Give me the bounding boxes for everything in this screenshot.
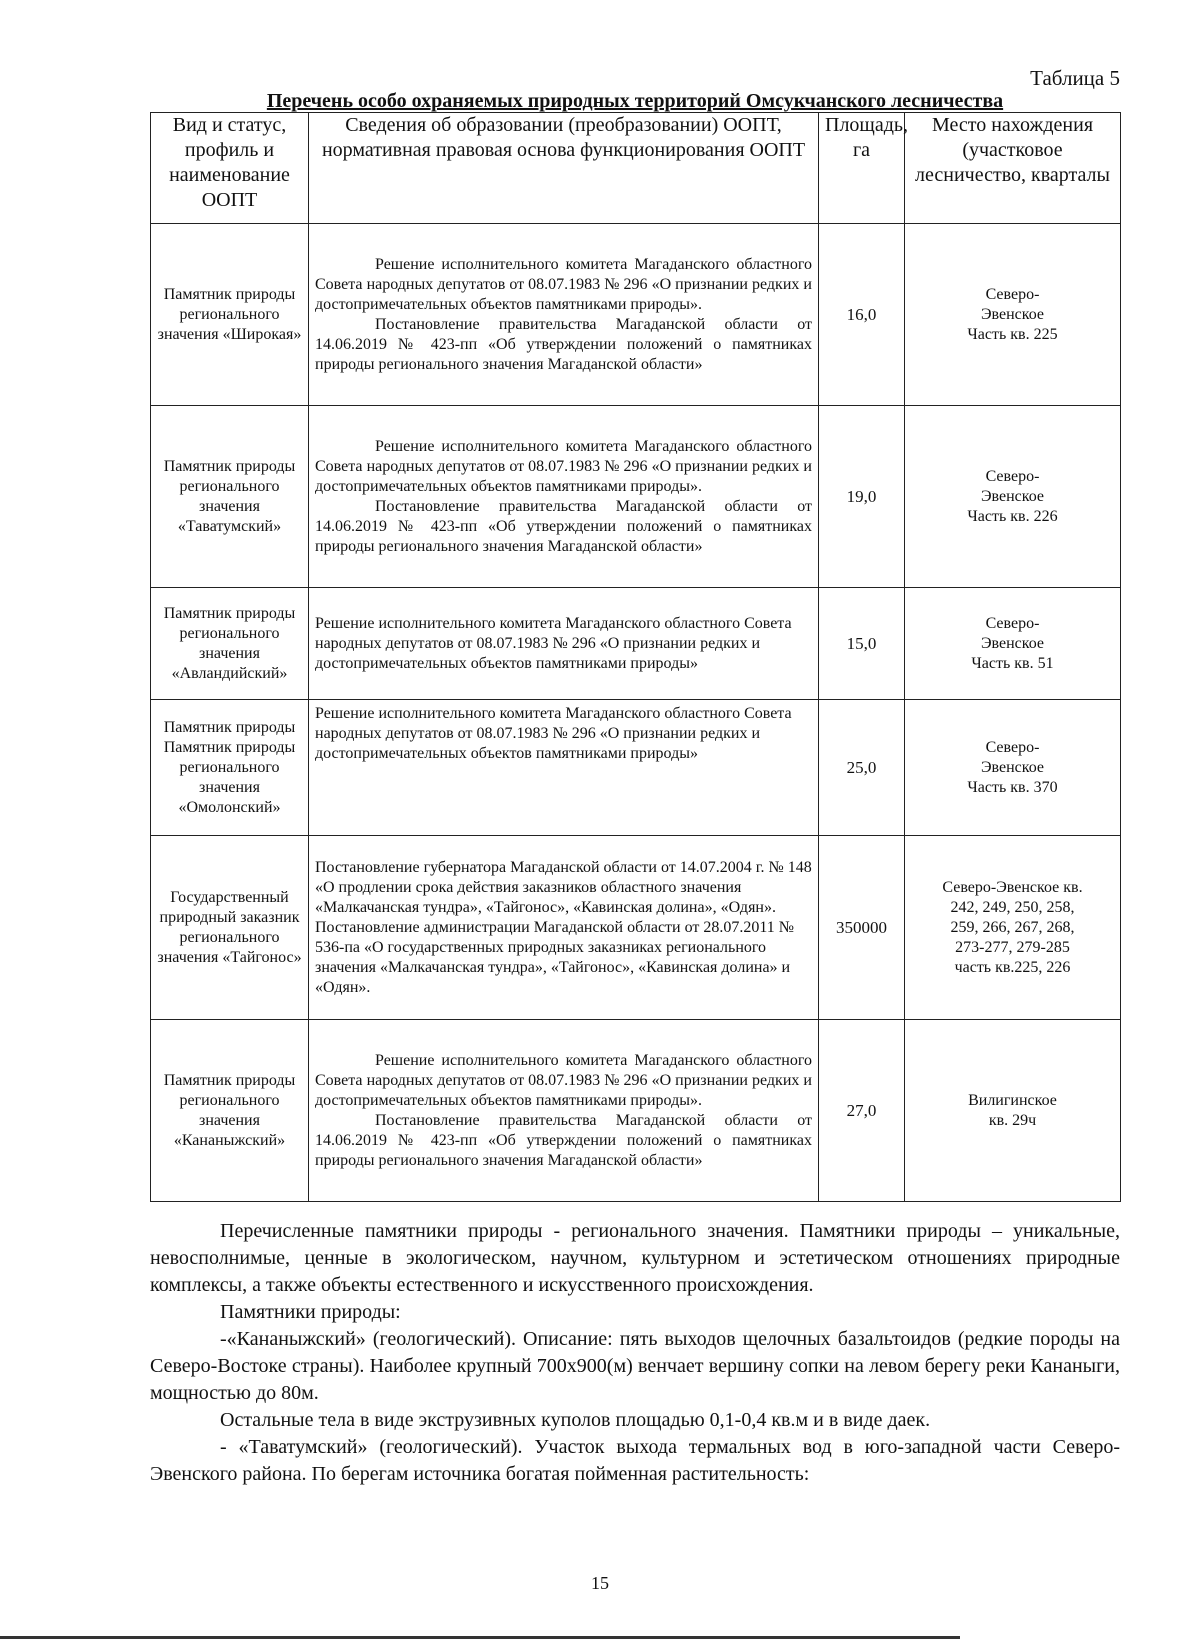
location-line: Эвенское (980, 305, 1045, 323)
area-size: 16,0 (819, 224, 905, 406)
table-row (151, 224, 1121, 406)
legal-basis-paragraph: Постановление правительства Магаданской области от 14.06.2019 № 423-пп «Об утверждении положений о памятниках природы регионального значения Магаданской области» (315, 1111, 812, 1169)
area-name: Государственный природный заказник регионального значения «Тайгонос» (151, 836, 309, 1020)
location-line: Северо- (985, 614, 1040, 632)
area-location (905, 1020, 1121, 1202)
area-location (905, 700, 1121, 836)
column-header-location: Место нахождения (участковое лесничество, кварталы (905, 113, 1121, 224)
column-header-area: Площадь, га (819, 113, 905, 224)
area-legal-basis (309, 1020, 819, 1202)
scan-edge-divider (0, 1636, 960, 1639)
table-row (151, 700, 1121, 836)
area-location (905, 224, 1121, 406)
location-line: кв. 29ч (988, 1111, 1037, 1129)
location-line: Часть кв. 226 (967, 507, 1058, 525)
location-line: Северо-Эвенское кв. (942, 878, 1083, 896)
area-name: Памятник природы регионального значения «Широкая» (151, 224, 309, 406)
location-line: Вилигинское (968, 1091, 1057, 1109)
location-line: Эвенское (980, 634, 1045, 652)
body-paragraph: - «Таватумский» (геологический). Участок выхода термальных вод в юго-западной части Северо-Эвенского района. По берегам источника богатая пойменная растительность: (150, 1436, 1120, 1485)
body-paragraph: Перечисленные памятники природы - регионального значения. Памятники природы – уникальные, невосполнимые, ценные в экологическом, научном, культурном и эстетическом отношениях природные комплексы, а также объекты естественного и искусственного происхождения. (150, 1220, 1120, 1296)
legal-basis-paragraph: Решение исполнительного комитета Магаданского областного Совета народных депутатов от 08.07.1983 № 296 «О признании редких и достопримечательных объектов памятниками природы» (315, 614, 792, 672)
area-legal-basis (309, 700, 819, 836)
area-location (905, 406, 1121, 588)
location-line: Северо- (985, 285, 1040, 303)
area-legal-basis (309, 224, 819, 406)
legal-basis-paragraph: Постановление губернатора Магаданской области от 14.07.2004 г. № 148 «О продлении срока действия заказников областного значения «Малкачанская тундра», «Тайгонос», «Кавинская долина», «Одян». Постановление администрации Магаданской области от 28.07.2011 № 536-па «О государственных природных заказниках регионального значения «Малкачанская тундра», «Тайгонос», «Кавинская долина» и «Одян». (315, 858, 812, 996)
column-header-name: Вид и статус, профиль и наименование ООПТ (151, 113, 309, 224)
location-line: Эвенское (980, 758, 1045, 776)
area-legal-basis (309, 836, 819, 1020)
body-paragraph: Остальные тела в виде экструзивных куполов площадью 0,1-0,4 кв.м и в виде даек. (220, 1409, 931, 1431)
area-name: Памятник природы регионального значения «Таватумский» (151, 406, 309, 588)
location-line: 273-277, 279-285 (955, 938, 1070, 956)
body-paragraph: -«Кананыжский» (геологический). Описание: пять выходов щелочных базальтоидов (редкие породы на Северо-Востоке страны). Наиболее крупный 700х900(м) венчает вершину сопки на левом берегу реки Кананыги, мощностью до 80м. (150, 1328, 1120, 1404)
legal-basis-paragraph: Решение исполнительного комитета Магаданского областного Совета народных депутатов от 08.07.1983 № 296 «О признании редких и достопримечательных объектов памятниками природы» (315, 705, 792, 762)
table-row (151, 588, 1121, 700)
area-legal-basis (309, 588, 819, 700)
location-line: Часть кв. 225 (967, 325, 1058, 343)
table-header-row (151, 113, 1121, 224)
area-size: 27,0 (819, 1020, 905, 1202)
location-line: Часть кв. 370 (967, 778, 1058, 796)
legal-basis-paragraph: Решение исполнительного комитета Магаданского областного Совета народных депутатов от 08.07.1983 № 296 «О признании редких и достопримечательных объектов памятниками природы». (315, 255, 812, 313)
table-title: Перечень особо охраняемых природных территорий Омсукчанского лесничества (266, 90, 1004, 112)
body-text (150, 1218, 1120, 1488)
area-size: 15,0 (819, 588, 905, 700)
location-line: 259, 266, 267, 268, (950, 918, 1075, 936)
protected-areas-table (150, 112, 1121, 1202)
location-line: Северо- (985, 467, 1040, 485)
area-size: 25,0 (819, 700, 905, 836)
area-location (905, 836, 1121, 1020)
location-line: Часть кв. 51 (971, 654, 1054, 672)
table-row (151, 836, 1121, 1020)
area-size: 19,0 (819, 406, 905, 588)
legal-basis-paragraph: Решение исполнительного комитета Магаданского областного Совета народных депутатов от 08.07.1983 № 296 «О признании редких и достопримечательных объектов памятниками природы». (315, 437, 812, 495)
area-name: Памятник природы регионального значения «Авландийский» (151, 588, 309, 700)
table-row (151, 406, 1121, 588)
page-number: 15 (591, 1573, 609, 1593)
table-row (151, 1020, 1121, 1202)
column-header-info: Сведения об образовании (преобразовании) ООПТ, нормативная правовая основа функционирования ООПТ (309, 113, 819, 224)
area-legal-basis (309, 406, 819, 588)
legal-basis-paragraph: Решение исполнительного комитета Магаданского областного Совета народных депутатов от 08.07.1983 № 296 «О признании редких и достопримечательных объектов памятниками природы». (315, 1051, 812, 1109)
area-size: 350000 (819, 836, 905, 1020)
legal-basis-paragraph: Постановление правительства Магаданской области от 14.06.2019 № 423-пп «Об утверждении положений о памятниках природы регионального значения Магаданской области» (315, 315, 812, 373)
body-paragraph: Памятники природы: (220, 1301, 401, 1323)
area-name: Памятник природы регионального значения «Кананыжский» (151, 1020, 309, 1202)
table-number: Таблица 5 (1030, 66, 1120, 90)
location-line: Эвенское (980, 487, 1045, 505)
area-location (905, 588, 1121, 700)
location-line: 242, 249, 250, 258, (950, 898, 1075, 916)
area-name: Памятник природы Памятник природы регионального значения «Омолонский» (151, 700, 309, 836)
legal-basis-paragraph: Постановление правительства Магаданской области от 14.06.2019 № 423-пп «Об утверждении положений о памятниках природы регионального значения Магаданской области» (315, 497, 812, 555)
location-line: Северо- (985, 738, 1040, 756)
location-line: часть кв.225, 226 (954, 958, 1071, 976)
